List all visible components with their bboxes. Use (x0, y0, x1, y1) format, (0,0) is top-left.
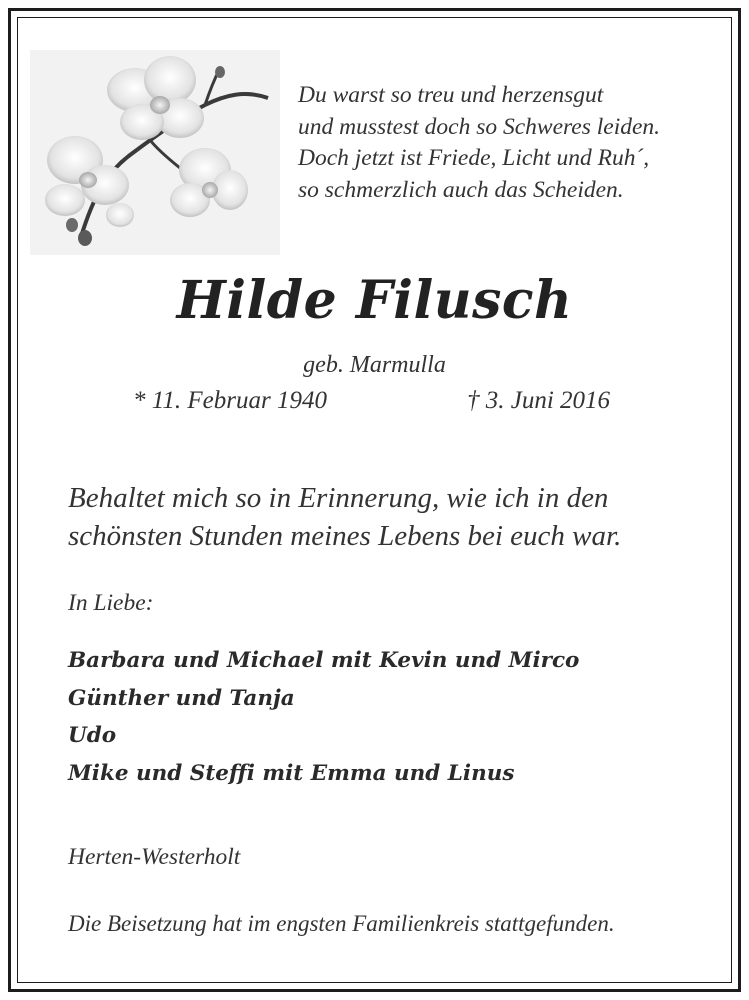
quote-line: Behaltet mich so in Erinnerung, wie ich in den (68, 482, 609, 514)
birth-name: geb. Marmulla (303, 352, 446, 378)
orchid-icon (30, 50, 280, 255)
mourner-line: Günther und Tanja (68, 685, 295, 711)
death-date: † 3. Juni 2016 (467, 387, 611, 414)
memorial-quote (68, 479, 728, 555)
mourner-line: Udo (68, 723, 117, 748)
poem (298, 80, 718, 206)
quote-line: schönsten Stunden meines Lebens bei euch war. (68, 520, 622, 552)
poem-line: und musstest doch so Schweres leiden. (298, 113, 661, 140)
birth-date: * 11. Februar 1940 (133, 387, 327, 414)
mourners-list (68, 642, 579, 792)
in-love-label: In Liebe: (68, 590, 154, 616)
burial-note: Die Beisetzung hat im engsten Familienkreis stattgefunden. (68, 911, 615, 936)
mourner-line: Mike und Steffi mit Emma und Linus (68, 760, 515, 786)
poem-line: Du warst so treu und herzensgut (298, 82, 604, 108)
poem-line: so schmerzlich auch das Scheiden. (298, 176, 624, 203)
place: Herten-Westerholt (68, 844, 241, 870)
deceased-name: Hilde Filusch (176, 270, 573, 331)
mourner-line: Barbara und Michael mit Kevin und Mirco (68, 648, 580, 673)
poem-line: Doch jetzt ist Friede, Licht und Ruh´, (298, 145, 650, 171)
